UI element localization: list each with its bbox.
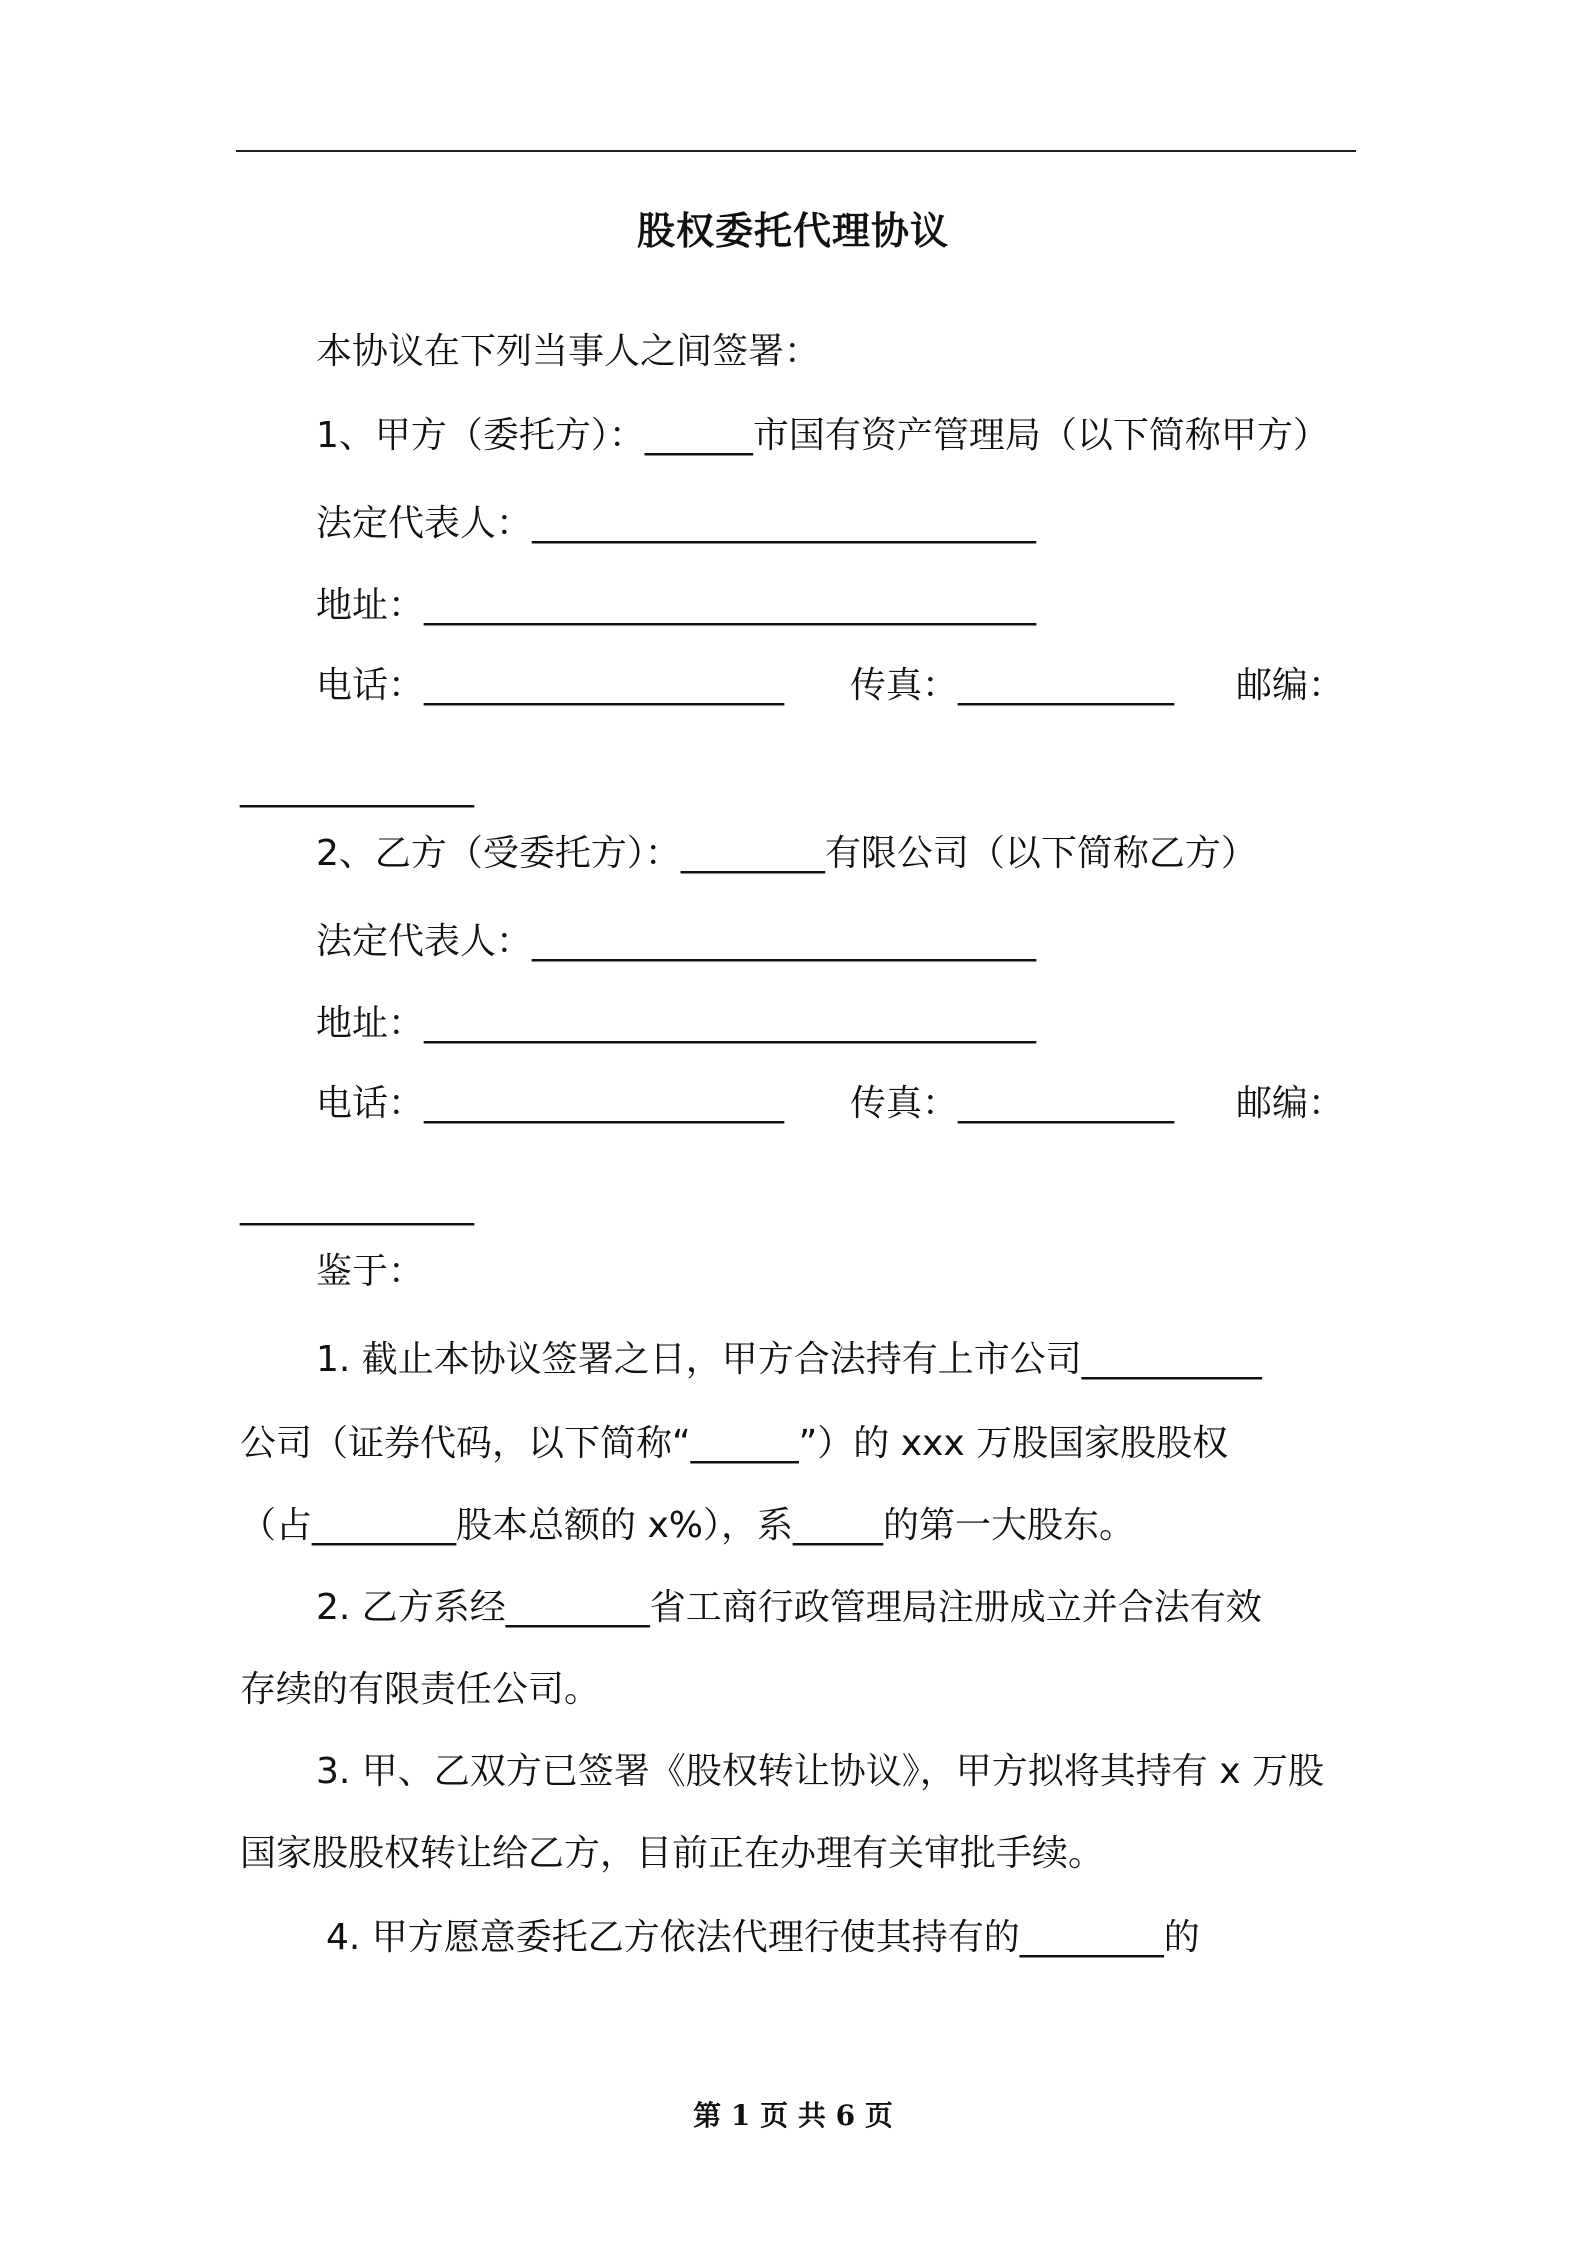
intro-line: 本协议在下列当事人之间签署： [316,331,821,372]
recital-line: （占________股本总额的 x%），系_____的第一大股东。 [240,1505,1135,1546]
party-a-phone: 电话：____________________ [316,665,785,706]
recital-line: 公司（证券代码，以下简称“______”）的 xxx 万股国家股股权 [240,1423,1229,1464]
whereas-heading: 鉴于： [316,1251,425,1292]
party-a-fax: 传真：____________ [850,665,1175,706]
party-a-postcode-blank: _____________ [240,767,474,808]
party-a-postcode-label: 邮编： [1236,665,1345,706]
recital-line: 存续的有限责任公司。 [240,1669,601,1710]
recital-line: 1. 截止本协议签署之日，甲方合法持有上市公司__________ [316,1339,1262,1380]
party-b-postcode-label: 邮编： [1236,1083,1345,1124]
header-rule [236,150,1356,152]
party-b-phone: 电话：____________________ [316,1083,785,1124]
recital-line: 国家股股权转让给乙方，目前正在办理有关审批手续。 [240,1833,1105,1874]
party-b-address: 地址：__________________________________ [316,1003,1037,1044]
party-b-heading: 2、乙方（受委托方）：________有限公司（以下简称乙方） [316,833,1257,874]
recital-line: 4. 甲方愿意委托乙方依法代理行使其持有的________的 [326,1917,1200,1958]
party-a-legal-rep: 法定代表人：____________________________ [316,503,1037,544]
party-a-address: 地址：__________________________________ [316,585,1037,626]
recital-line: 2. 乙方系经________省工商行政管理局注册成立并合法有效 [316,1587,1262,1628]
recital-line: 3. 甲、乙双方已签署《股权转让协议》，甲方拟将其持有 x 万股 [316,1751,1324,1792]
party-b-postcode-blank: _____________ [240,1185,474,1226]
document-title: 股权委托代理协议 [636,209,949,253]
party-b-fax: 传真：____________ [850,1083,1175,1124]
party-b-legal-rep: 法定代表人：____________________________ [316,921,1037,962]
party-a-heading: 1、甲方（委托方）：______市国有资产管理局（以下简称甲方） [316,415,1329,456]
page-number: 第 1 页 共 6 页 [693,2099,893,2132]
